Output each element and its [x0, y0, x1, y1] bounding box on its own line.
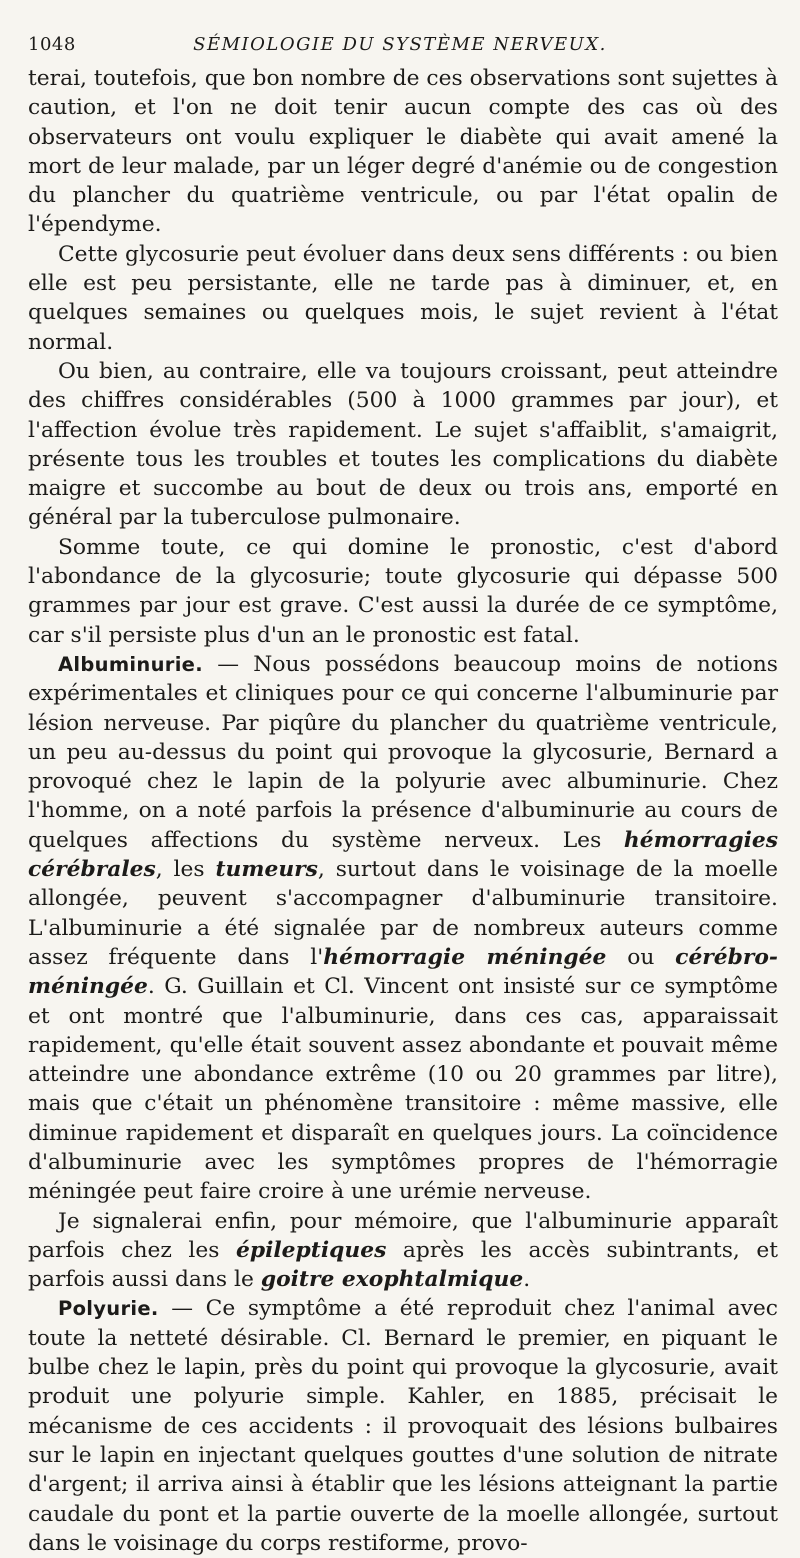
emphasis-term: hémorragies cérébrales — [28, 827, 778, 883]
text-run: . — [523, 1267, 531, 1293]
text-run: ou — [606, 944, 676, 970]
paragraph-epileptiques — [28, 1207, 778, 1295]
text-run: Je signalerai enfin, pour mémoire, que l'albuminurie apparaît parfois chez les — [28, 1208, 778, 1263]
page-number: 1048 — [28, 34, 76, 55]
paragraph-continuation: terai, toutefois, que bon nombre de ces observations sont sujettes à caution, et l'on ne doit tenir aucun compte des cas où des observateurs ont voulu expliquer le diabète qui avait amené la mort de leur malade, par un léger degré d'anémie ou de congestion du plancher du quatrième ventricule, ou par l'état opalin de l'épendyme. — [28, 66, 778, 238]
running-title: SÉMIOLOGIE DU SYSTÈME NERVEUX. — [193, 34, 607, 55]
paragraph-glycosurie-evolution: Cette glycosurie peut évoluer dans deux sens différents : ou bien elle est peu persistante, elle ne tarde pas à diminuer, et, en quelques semaines ou quelques mois, le sujet revient à l'état normal. — [28, 241, 778, 355]
text-run: , les — [155, 857, 216, 883]
emphasis-term: goitre exophtalmique — [260, 1267, 524, 1293]
paragraph-albuminurie — [28, 650, 778, 1207]
body-text — [28, 64, 778, 1558]
section-title-polyurie: Polyurie. — [58, 1297, 159, 1321]
emphasis-term: épileptiques — [236, 1237, 387, 1263]
paragraph-pronostic: Somme toute, ce qui domine le pronostic, c'est d'abord l'abondance de la glycosurie; toute glycosurie qui dépasse 500 grammes par jour est grave. C'est aussi la durée de ce symptôme, car s'il persiste plus d'un an le pronostic est fatal. — [28, 534, 778, 648]
emphasis-term: hémorragie méningée — [323, 944, 607, 970]
page-header — [22, 26, 778, 66]
emphasis-term: tumeurs — [215, 857, 318, 883]
text-run: après les accès subintrants, et parfois aussi dans le — [28, 1237, 778, 1293]
paragraph-glycosurie-croissante: Ou bien, au contraire, elle va toujours croissant, peut atteindre des chiffres considérables (500 à 1000 grammes par jour), et l'affection évolue très rapidement. Le sujet s'affaiblit, s'amaigrit, présente tous les troubles et toutes les complications du diabète maigre et succombe au bout de deux ou trois ans, emporté en général par la tuberculose pulmonaire. — [28, 358, 778, 531]
section-title-albuminurie: Albuminurie. — [58, 652, 203, 676]
text-run: — Ce symptôme a été reproduit chez l'animal avec toute la netteté désirable. Cl. Bernard le premier, en piquant le bulbe chez le lapin, près du point qui provoque la glycosurie, avait produit une polyurie simple. Kahler, en 1885, précisait le mécanisme de ces accidents : il provoquait des lésions bulbaires sur le lapin en injectant quelques gouttes d'une solution de nitrate d'argent; il arriva ainsi à établir que les lésions atteignant la partie caudale du pont et la partie ouverte de la moelle allongée, surtout dans le voisinage du corps restiforme, provo- — [28, 1296, 778, 1556]
emphasis-term: cérébro-méningée — [28, 944, 778, 1000]
paragraph-polyurie — [28, 1294, 778, 1558]
text-run: — Nous possédons beaucoup moins de notions expérimentales et cliniques pour ce qui concerne l'albuminurie par lésion nerveuse. Par piqûre du plancher du quatrième ventricule, un peu au-dessus du point qui provoque la glycosurie, Bernard a provoqué chez le lapin de la polyurie avec albuminurie. Chez l'homme, on a noté parfois la présence d'albuminurie au cours de quelques affections du système nerveux. Les — [28, 651, 778, 853]
text-run: . G. Guillain et Cl. Vincent ont insisté sur ce symptôme et ont montré que l'albuminurie, dans ces cas, apparaissait rapidement, qu'elle était souvent assez abondante et pouvait même atteindre une abondance extrême (10 ou 20 grammes par litre), mais que c'était un phénomène transitoire : même massive, elle diminue rapidement et disparaît en quelques jours. La coïncidence d'albuminurie avec les symptômes propres de l'hémorragie méningée peut faire croire à une urémie nerveuse. — [28, 974, 778, 1205]
text-run: , surtout dans le voisinage de la moelle allongée, peuvent s'accompagner d'albuminurie transitoire. L'albuminurie a été signalée par de nombreux auteurs comme assez fréquente dans l' — [28, 857, 778, 970]
